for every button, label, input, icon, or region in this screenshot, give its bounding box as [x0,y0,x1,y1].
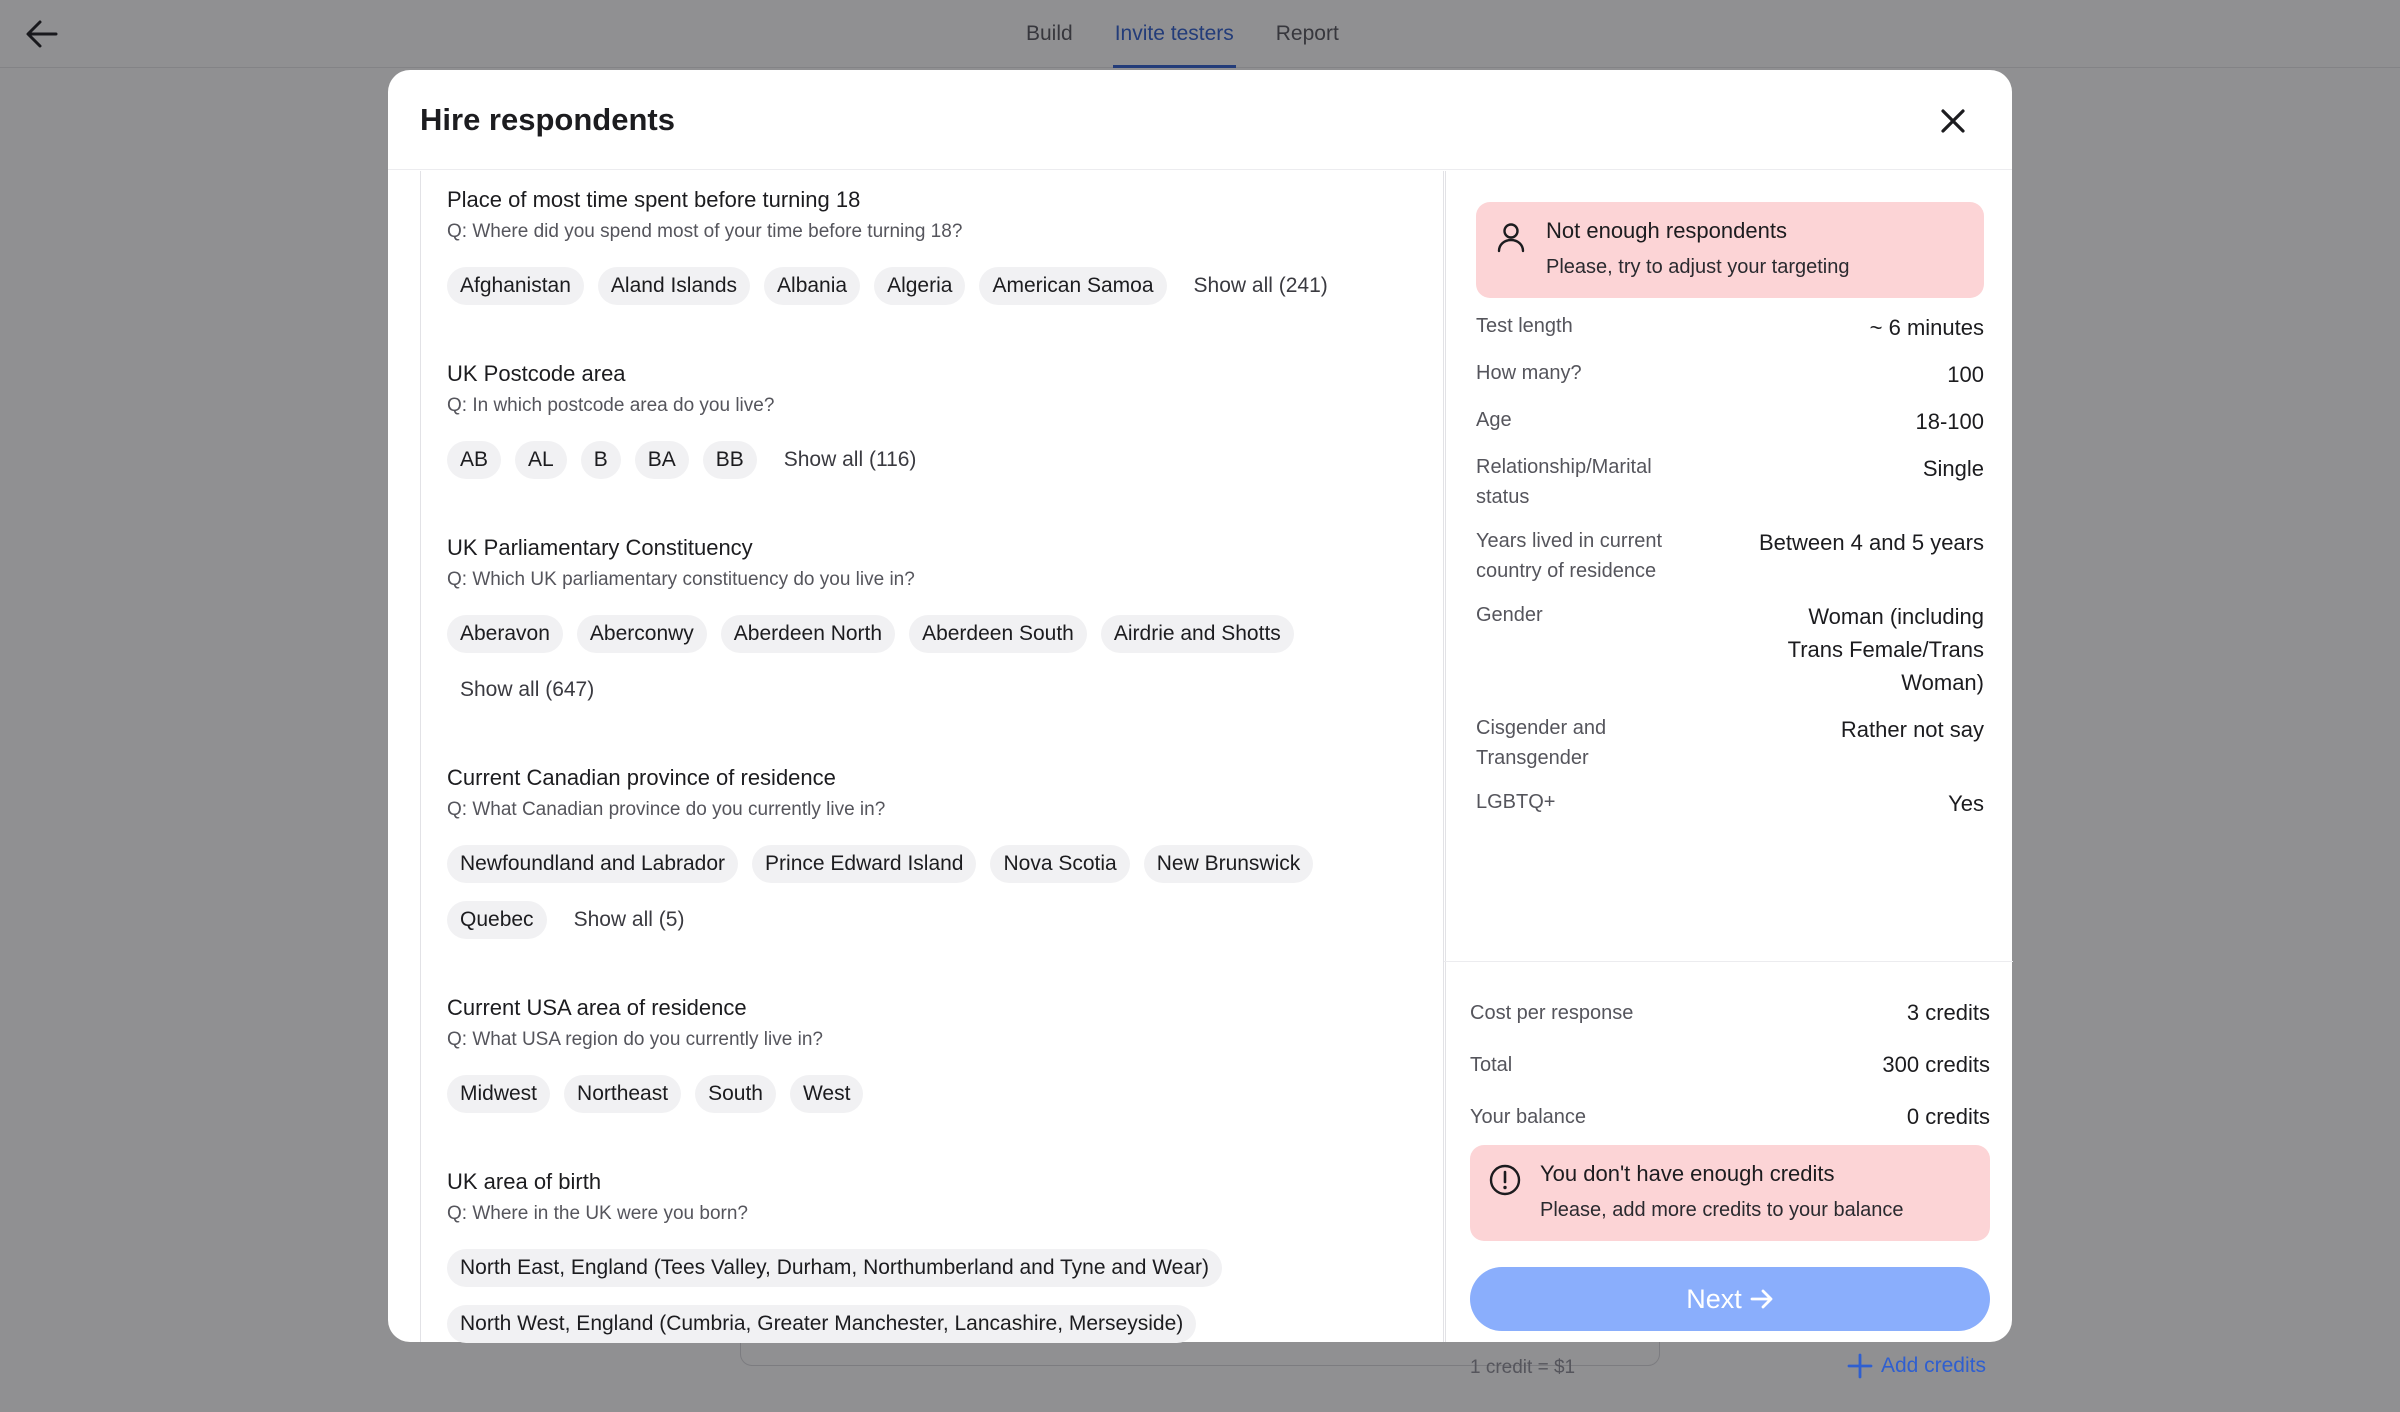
summary-row [1476,526,1984,586]
option-chip[interactable]: Midwest [447,1075,550,1113]
option-chip[interactable]: Algeria [874,267,965,305]
credits-alert [1470,1145,1990,1241]
option-chip[interactable]: Airdrie and Shotts [1101,615,1294,653]
section-question: Q: Where did you spend most of your time before turning 18? [447,221,963,242]
close-icon [1939,107,1967,135]
show-all-button[interactable]: Show all (116) [783,448,917,471]
option-chip[interactable]: Afghanistan [447,267,584,305]
section-place-before-18 [447,185,1407,305]
option-chip[interactable]: New Brunswick [1144,845,1314,883]
cost-label: Total [1470,1053,1513,1076]
alert-title: You don't have enough credits [1540,1161,1835,1186]
summary-label: Cisgender and Transgender [1476,717,1607,769]
chip-list [447,1249,1407,1343]
cost-label: Cost per response [1470,1001,1634,1024]
alert-subtitle: Please, try to adjust your targeting [1546,256,1850,278]
section-question: Q: What Canadian province do you currently live in? [447,799,886,820]
section-question: Q: In which postcode area do you live? [447,395,775,416]
section-uk-postcode [447,359,1407,479]
option-chip[interactable]: Newfoundland and Labrador [447,845,738,883]
section-title: UK Parliamentary Constituency [447,535,753,560]
option-chip[interactable]: B [581,441,621,479]
option-chip[interactable]: Prince Edward Island [752,845,976,883]
tab-build[interactable]: Build [1026,22,1073,45]
option-chip[interactable]: Nova Scotia [990,845,1129,883]
chip-list [447,1075,1407,1113]
chip-list [447,615,1407,709]
cost-value: 0 credits [1906,1104,1990,1129]
section-title: UK Postcode area [447,361,626,386]
cost-value: 3 credits [1906,1000,1990,1025]
hire-respondents-modal [388,70,2012,1378]
add-credits-label: Add credits [1880,1354,1986,1377]
arrow-right-icon [1750,1288,1774,1310]
show-all-button[interactable]: Show all (241) [1193,274,1328,297]
modal-header [388,70,2012,170]
show-all-button[interactable]: Show all (647) [460,678,595,701]
section-title: Current USA area of residence [447,995,747,1020]
tab-report[interactable]: Report [1275,22,1339,45]
summary-value: 100 [1947,362,1984,387]
respondents-alert [1476,202,1984,298]
option-chip[interactable]: Aberdeen North [721,615,895,653]
summary-panel [1443,171,2012,1378]
section-usa-area [447,993,1407,1113]
plus-icon [1847,1353,1873,1379]
cost-value: 300 credits [1882,1052,1990,1077]
chip-list [447,267,1407,305]
divider [1444,961,2013,962]
summary-label: Test length [1476,315,1573,337]
summary-value: 18-100 [1915,409,1984,434]
tab-invite-testers[interactable]: Invite testers [1113,0,1236,68]
section-question: Q: Where in the UK were you born? [447,1203,748,1224]
section-uk-constituency [447,533,1407,709]
summary-label: Relationship/Marital status [1476,456,1652,508]
next-button[interactable] [1470,1267,1990,1331]
cost-row [1470,1039,1990,1091]
summary-row [1476,358,1984,391]
option-chip[interactable]: Aberavon [447,615,563,653]
add-credits-button[interactable] [1847,1353,1986,1379]
option-chip[interactable]: Aland Islands [598,267,750,305]
targeting-summary [1476,311,1984,834]
summary-value: Rather not say [1840,717,1984,742]
summary-value: Between 4 and 5 years [1758,530,1984,555]
targeting-list[interactable] [420,171,1446,1342]
summary-value: Woman (including Trans Female/Trans Woman) [1787,604,1984,695]
alert-title: Not enough respondents [1546,218,1787,243]
chip-list [447,441,1407,479]
option-chip[interactable]: North West, England (Cumbria, Greater Manchester, Lancashire, Merseyside) [447,1305,1196,1343]
option-chip[interactable]: South [695,1075,776,1113]
summary-row [1476,405,1984,438]
close-button[interactable] [1934,102,1972,140]
option-chip[interactable]: Aberconwy [577,615,707,653]
option-chip[interactable]: BB [703,441,757,479]
cost-breakdown [1470,987,1990,1143]
alert-circle-icon [1488,1163,1522,1197]
summary-label: Gender [1476,604,1543,626]
option-chip[interactable]: Albania [764,267,860,305]
option-chip[interactable]: Quebec [447,901,547,939]
summary-label: Age [1476,409,1512,431]
option-chip[interactable]: Aberdeen South [909,615,1087,653]
section-question: Q: What USA region do you currently live in? [447,1029,823,1050]
section-canadian-province [447,763,1407,939]
option-chip[interactable]: AB [447,441,501,479]
summary-label: How many? [1476,362,1582,384]
summary-row [1476,787,1984,820]
option-chip[interactable]: North East, England (Tees Valley, Durham, Northumberland and Tyne and Wear) [447,1249,1222,1287]
section-uk-area-of-birth [447,1167,1407,1343]
summary-value: Yes [1948,791,1984,816]
section-title: Current Canadian province of residence [447,765,836,790]
summary-row [1476,600,1984,699]
summary-label: LGBTQ+ [1476,791,1556,813]
show-all-button[interactable]: Show all (5) [573,908,685,931]
cost-label: Your balance [1470,1105,1587,1128]
option-chip[interactable]: West [790,1075,863,1113]
chip-list [447,845,1407,939]
section-title: UK area of birth [447,1169,602,1194]
option-chip[interactable]: Northeast [564,1075,681,1113]
cost-row [1470,987,1990,1039]
summary-row [1476,452,1984,512]
summary-value: Single [1922,456,1984,481]
summary-value: ~ 6 minutes [1869,315,1984,340]
option-chip[interactable]: BA [635,441,689,479]
alert-subtitle: Please, add more credits to your balance [1540,1199,1904,1221]
section-question: Q: Which UK parliamentary constituency do you live in? [447,569,915,590]
modal-title: Hire respondents [420,102,675,137]
person-icon [1494,220,1528,254]
next-label: Next [1686,1283,1742,1314]
summary-label: Years lived in current country of residence [1476,530,1663,582]
section-title: Place of most time spent before turning 18 [447,187,861,212]
summary-row [1476,713,1984,773]
option-chip[interactable]: American Samoa [979,267,1166,305]
cost-row [1470,1091,1990,1143]
credit-rate: 1 credit = $1 [1470,1357,1576,1378]
summary-row [1476,311,1984,344]
option-chip[interactable]: AL [515,441,567,479]
